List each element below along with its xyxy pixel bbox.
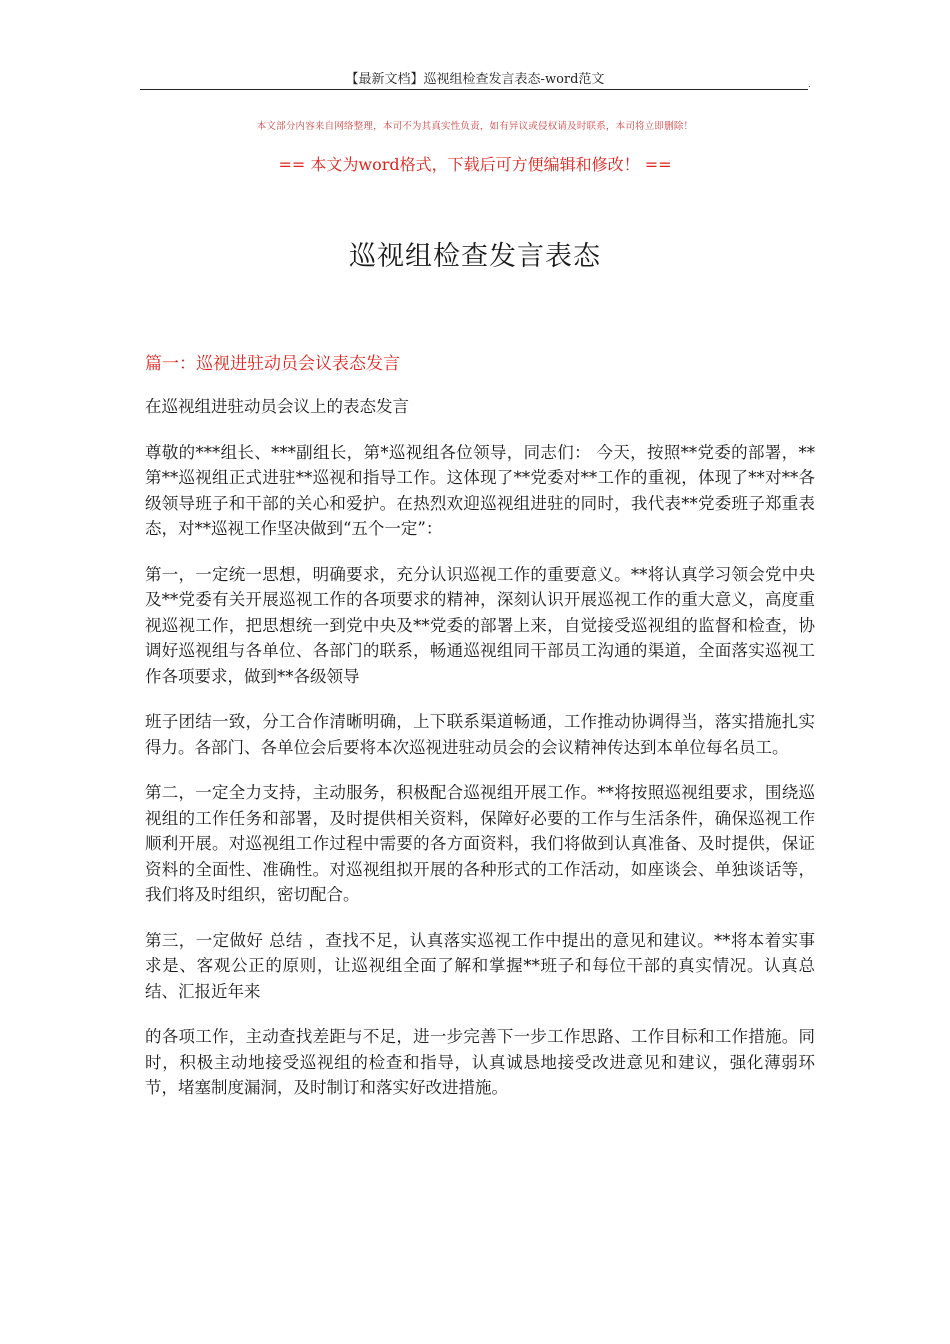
paragraph: 的各项工作，主动查找差距与不足，进一步完善下一步工作思路、工作目标和工作措施。同时，积极主动地接受巡视组的检查和指导，认真诚恳地接受改进意见和建议，强化薄弱环节，堵塞制度漏洞，及时制订和落实好改进措施。 — [145, 1027, 815, 1097]
running-header-title: 【最新文档】巡视组检查发言表态-word范文 — [345, 72, 605, 87]
header-mark: . — [808, 80, 811, 90]
document-body — [145, 352, 815, 1121]
paragraph: 班子团结一致，分工合作清晰明确，上下联系渠道畅通，工作推动协调得当，落实措施扎实得力。各部门、各单位会后要将本次巡视进驻动员会的会议精神传达到本单位每名员工。 — [145, 712, 815, 757]
header-divider — [140, 89, 808, 90]
paragraph: 第一，一定统一思想，明确要求，充分认识巡视工作的重要意义。**将认真学习领会党中央及**党委有关开展巡视工作的各项要求的精神，深刻认识开展巡视工作的重大意义，高度重视巡视工作，把思想统一到党中央及**党委的部署上来，自觉接受巡视组的监督和检查，协调好巡视组与各单位、各部门的联系，畅通巡视组同干部员工沟通的渠道，全面落实巡视工作各项要求，做到**各级领导 — [145, 564, 815, 686]
paragraph: 第三，一定做好 总结 ，查找不足，认真落实巡视工作中提出的意见和建议。**将本着实事求是、客观公正的原则，让巡视组全面了解和掌握**班子和每位干部的真实情况。认真总结、汇报近年来 — [145, 930, 815, 1001]
section-heading: 篇一：巡视进驻动员会议表态发言 — [145, 354, 400, 374]
paragraph: 尊敬的***组长、***副组长，第*巡视组各位领导，同志们： 今天，按照**党委的部署，**第**巡视组正式进驻**巡视和指导工作。这体现了**党委对**工作的重视，体现了**对**各级领导班子和干部的关心和爱护。在热烈欢迎巡视组进驻的同时，我代表**党委班子郑重表态，对**巡视工作坚决做到“五个一定”： — [145, 442, 815, 538]
document-title: 巡视组检查发言表态 — [349, 241, 601, 272]
disclaimer-text: 本文部分内容来自网络整理，本司不为其真实性负责，如有异议或侵权请及时联系，本司将立即删除！ — [256, 121, 694, 132]
paragraph: 第二，一定全力支持，主动服务，积极配合巡视组开展工作。**将按照巡视组要求，围绕巡视组的工作任务和部署，及时提供相关资料，保障好必要的工作与生活条件，确保巡视工作顺利开展。对巡视组工作过程中需要的各方面资料，我们将做到认真准备、及时提供，保证资料的全面性、准确性。对巡视组拟开展的各种形式的工作活动，如座谈会、单独谈话等，我们将及时组织，密切配合。 — [145, 783, 815, 904]
format-notice: == 本文为word格式，下载后可方便编辑和修改！ == — [278, 155, 672, 174]
paragraph: 在巡视组进驻动员会议上的表态发言 — [145, 397, 409, 416]
